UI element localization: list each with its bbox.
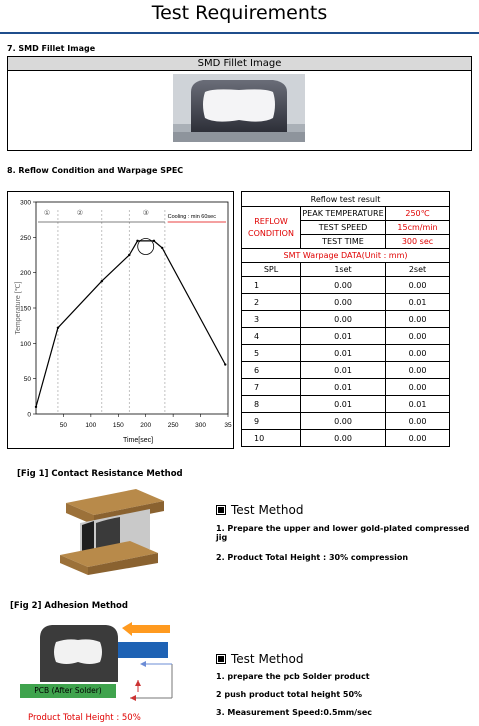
pcb-label: PCB (After Solder)	[20, 684, 116, 698]
y-tick-label: 0	[27, 411, 31, 419]
y-tick-label: 100	[20, 340, 31, 348]
spl-cell: 1	[242, 277, 301, 294]
condition-value: 250℃	[386, 207, 450, 221]
plot-area	[36, 202, 228, 414]
fig1-method-title: Test Method	[231, 503, 304, 517]
set1-cell: 0.00	[301, 277, 386, 294]
x-tick-label: 50	[59, 422, 68, 429]
condition-name: TEST TIME	[301, 235, 386, 249]
spl-cell: 8	[242, 396, 301, 413]
set1-cell: 0.01	[301, 396, 386, 413]
reflow-chart-frame	[7, 191, 234, 449]
data-point	[35, 406, 37, 408]
zone-label: ②	[76, 209, 84, 217]
set2-cell: 0.00	[386, 345, 450, 362]
reflow-result-panel	[241, 191, 450, 447]
spl-cell: 9	[242, 413, 301, 430]
fig1-test-method	[216, 503, 479, 562]
spl-cell: 6	[242, 362, 301, 379]
page-title: Test Requirements	[151, 2, 328, 24]
table-row	[242, 413, 449, 430]
y-tick-label: 200	[20, 270, 31, 278]
data-point	[101, 280, 103, 282]
fig2-method-title: Test Method	[231, 652, 304, 666]
column-header-spl: SPL	[242, 263, 301, 277]
fig2-heading: [Fig 2] Adhesion Method	[10, 601, 128, 611]
set1-cell: 0.01	[301, 362, 386, 379]
data-point	[224, 363, 226, 365]
set2-cell: 0.00	[386, 379, 450, 396]
cooling-note: Cooling : min 60sec	[167, 214, 216, 220]
x-tick-label: 250	[167, 422, 179, 429]
set2-cell: 0.00	[386, 311, 450, 328]
x-tick-label: 300	[195, 422, 207, 429]
spl-cell: 7	[242, 379, 301, 396]
x-tick-label: 100	[85, 422, 97, 429]
square-bullet-icon	[216, 654, 226, 664]
reflow-condition-label	[242, 207, 301, 249]
spl-cell: 10	[242, 430, 301, 447]
square-bullet-icon	[216, 505, 226, 515]
adhesion-illustration	[20, 616, 185, 716]
y-axis-label: Temperature [℃]	[15, 281, 22, 335]
condition-value: 15cm/min	[386, 221, 450, 235]
y-tick-label: 250	[20, 234, 31, 242]
smd-box-title: SMD Fillet Image	[8, 57, 471, 71]
table-row	[242, 311, 449, 328]
fig1-step: 1. Prepare the upper and lower gold-plated compressed jig	[216, 524, 470, 542]
spl-cell: 3	[242, 311, 301, 328]
set1-cell: 0.00	[301, 311, 386, 328]
reflow-profile-chart	[8, 192, 233, 448]
set1-cell: 0.01	[301, 379, 386, 396]
set2-cell: 0.00	[386, 413, 450, 430]
set1-cell: 0.00	[301, 430, 386, 447]
column-header-1set: 1set	[301, 263, 386, 277]
fig1-heading: [Fig 1] Contact Resistance Method	[17, 469, 183, 479]
section-reflow-title: 8. Reflow Condition and Warpage SPEC	[7, 166, 184, 175]
table-row	[242, 379, 449, 396]
set1-cell: 0.01	[301, 328, 386, 345]
fig2-step: 1. prepare the pcb Solder product	[216, 672, 370, 681]
x-tick-label: 150	[112, 422, 124, 429]
spl-cell: 5	[242, 345, 301, 362]
data-point	[136, 240, 138, 242]
spl-cell: 4	[242, 328, 301, 345]
contact-jig-illustration	[46, 489, 176, 575]
table-row	[242, 294, 449, 311]
fig2-step: 2 push product total height 50%	[216, 690, 363, 699]
condition-value: 300 sec	[386, 235, 450, 249]
smd-fillet-photo	[173, 74, 305, 142]
condition-name: TEST SPEED	[301, 221, 386, 235]
spl-cell: 2	[242, 294, 301, 311]
data-point	[128, 254, 130, 256]
set2-cell: 0.01	[386, 396, 450, 413]
table-row	[242, 277, 449, 294]
reflow-condition-label-1: REFLOW	[254, 216, 288, 226]
fig2-step: 3. Measurement Speed:0.5mm/sec	[216, 708, 373, 717]
table-row	[242, 328, 449, 345]
set1-cell: 0.01	[301, 345, 386, 362]
set2-cell: 0.00	[386, 362, 450, 379]
smd-fillet-box	[7, 56, 472, 151]
column-header-2set: 2set	[386, 263, 450, 277]
set2-cell: 0.00	[386, 430, 450, 447]
y-tick-label: 50	[23, 376, 31, 384]
zone-label: ①	[43, 209, 51, 217]
fig2-test-method	[216, 652, 372, 717]
x-tick-label: 200	[140, 422, 152, 429]
reflow-condition-label-2: CONDITION	[248, 228, 294, 238]
set1-cell: 0.00	[301, 294, 386, 311]
data-point	[161, 247, 163, 249]
section-smd-title: 7. SMD Fillet Image	[7, 44, 96, 53]
set2-cell: 0.00	[386, 277, 450, 294]
y-tick-label: 150	[20, 305, 31, 313]
table-row	[242, 345, 449, 362]
reflow-result-table	[242, 192, 449, 446]
data-point	[153, 240, 155, 242]
title-divider	[0, 32, 479, 34]
x-axis-label: Time[sec]	[122, 437, 154, 444]
set1-cell: 0.00	[301, 413, 386, 430]
fig1-step: 2. Product Total Height : 30% compression	[216, 553, 409, 562]
product-height-label: Product Total Height : 50%	[28, 713, 141, 723]
result-title: Reflow test result	[242, 192, 449, 207]
table-row	[242, 396, 449, 413]
reflow-curve	[36, 241, 225, 407]
set2-cell: 0.01	[386, 294, 450, 311]
table-row	[242, 430, 449, 447]
zone-label: ③	[142, 209, 149, 217]
condition-name: PEAK TEMPERATURE	[301, 207, 386, 221]
set2-cell: 0.00	[386, 328, 450, 345]
table-row	[242, 362, 449, 379]
y-tick-label: 300	[20, 199, 31, 207]
warpage-title: SMT Warpage DATA(Unit : mm)	[242, 249, 449, 263]
x-tick-label: 35	[224, 422, 232, 429]
data-point	[57, 327, 59, 329]
